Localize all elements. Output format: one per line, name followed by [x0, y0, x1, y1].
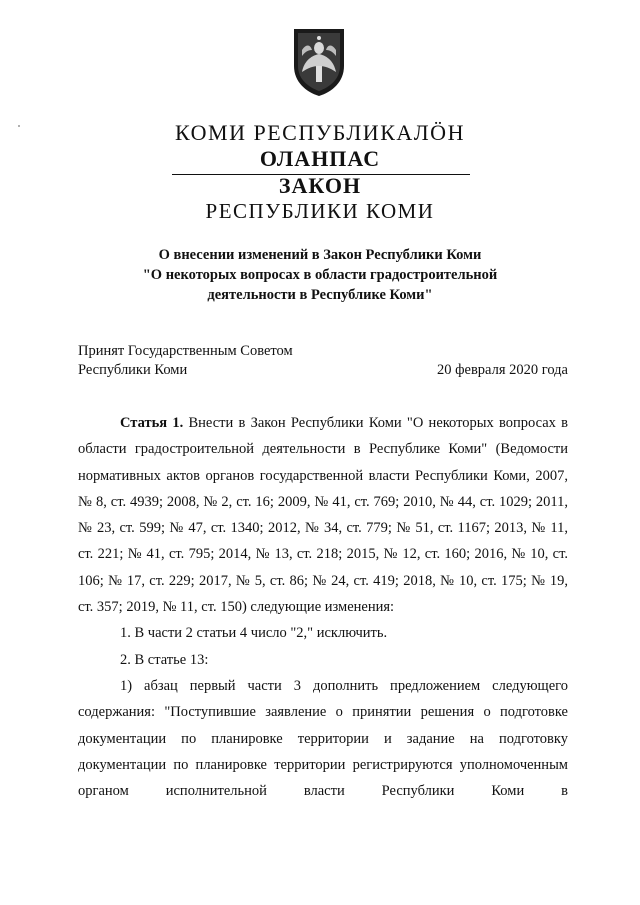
article-item-2-1: 1) абзац первый части 3 дополнить предложением следующего содержания: "Поступившие заявление о принятии решения о подготовке документации по планировке территории и задание на подготовку документации по планировке территории регистрируются уполномоченным органом исполнительной власти Республики Коми в	[78, 677, 568, 800]
komi-coat-of-arms-icon	[290, 26, 348, 98]
article-intro-text: Внести в Закон Республики Коми "О некоторых вопросах в области градостроительной деятельности в Республике Коми" (Ведомости нормативных актов органов государственной власти Республики Коми, 2007, № 8, ст. 4939; 2008, № 2, ст. 16; 2009, № 41, ст. 769; 2010, № 44, ст. 1029; 2011, № 23, ст. 599; № 47, ст. 1340; 2012, № 34, ст. 779; № 51, ст. 1167; 2013, № 11, ст. 221; № 41, ст. 795; 2014, № 13, ст. 218; 2015, № 12, ст. 160; 2016, № 10, ст. 106; № 17, ст. 229; 2017, № 5, ст. 86; № 24, ст. 419; 2018, № 10, ст. 175; № 19, ст. 357; 2019, № 11, ст. 150) следующие изменения:	[78, 415, 569, 616]
law-title-line-3: деятельности в Республике Коми"	[207, 287, 433, 303]
law-title-line-1: О внесении изменений в Закон Республики Коми	[158, 247, 482, 263]
adoption-date: 20 февраля 2020 года	[436, 362, 568, 378]
republic-heading: РЕСПУБЛИКИ КОМИ	[205, 199, 435, 223]
law-title-line-2: "О некоторых вопросах в области градостроительной	[142, 267, 498, 283]
adoption-line-2: Республики Коми	[78, 362, 188, 378]
olanpas-heading: ОЛАНПАС	[259, 146, 381, 171]
article-item-1: 1. В части 2 статьи 4 число "2," исключить.	[120, 625, 388, 642]
adoption-info	[78, 342, 293, 380]
article-label: Статья 1.	[120, 415, 184, 431]
komi-republic-heading: КОМИ РЕСПУБЛИКАЛÖН	[175, 120, 465, 145]
article-body	[78, 410, 568, 804]
law-title	[0, 245, 640, 305]
article-intro-paragraph	[78, 410, 568, 620]
law-heading: ЗАКОН	[278, 173, 362, 198]
adoption-line-1: Принят Государственным Советом	[78, 343, 293, 359]
article-item-2: 2. В статье 13:	[120, 651, 209, 668]
